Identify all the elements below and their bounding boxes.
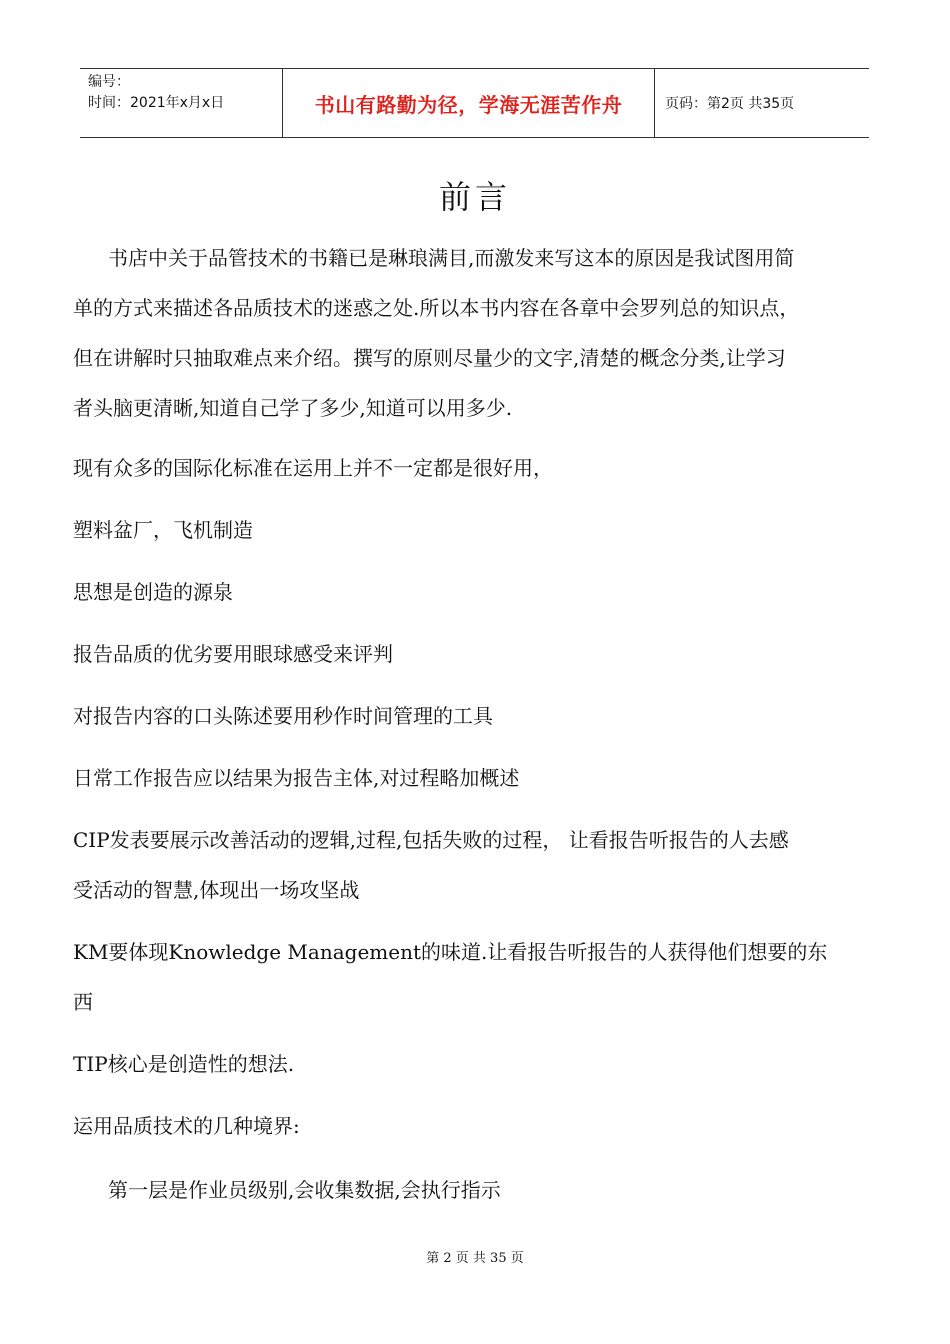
header-motto: 书山有路勤为径，学海无涯苦作舟 xyxy=(282,69,655,137)
header-number-label: 编号： xyxy=(88,74,130,90)
paragraph-line: 塑料盆厂，飞机制造 xyxy=(73,518,253,542)
page-footer: 第 2 页 共 35 页 xyxy=(426,1251,524,1266)
page-header xyxy=(80,68,869,138)
paragraph-line: 受活动的智慧,体现出一场攻坚战 xyxy=(73,878,360,902)
paragraph-line: KM要体现Knowledge Management的味道.让看报告听报告的人获得他们想要的东 xyxy=(73,940,828,964)
paragraph-line: 日常工作报告应以结果为报告主体,对过程略加概述 xyxy=(73,766,520,790)
page-title: 前言 xyxy=(438,178,511,216)
paragraph-line: 对报告内容的口头陈述要用秒作时间管理的工具 xyxy=(73,704,493,728)
paragraph-line: 但在讲解时只抽取难点来介绍。撰写的原则尽量少的文字,清楚的概念分类,让学习 xyxy=(73,346,786,370)
paragraph-line: 运用品质技术的几种境界: xyxy=(73,1114,300,1138)
header-left xyxy=(80,69,282,137)
paragraph-line: 者头脑更清晰,知道自己学了多少,知道可以用多少. xyxy=(73,396,513,420)
paragraph-line: 第一层是作业员级别,会收集数据,会执行指示 xyxy=(108,1178,501,1202)
header-page-info: 页码：第2页 共35页 xyxy=(665,96,795,112)
paragraph-line: 现有众多的国际化标准在运用上并不一定都是很好用， xyxy=(73,456,553,480)
paragraph-line: CIP发表要展示改善活动的逻辑,过程,包括失败的过程， 让看报告听报告的人去感 xyxy=(73,828,789,852)
paragraph-line: 思想是创造的源泉 xyxy=(73,580,233,604)
paragraph-line: 书店中关于品管技术的书籍已是琳琅满目,而激发来写这本的原因是我试图用简 xyxy=(108,246,795,270)
paragraph-line: 报告品质的优劣要用眼球感受来评判 xyxy=(73,642,393,666)
paragraph-line: 单的方式来描述各品质技术的迷惑之处.所以本书内容在各章中会罗列总的知识点， xyxy=(73,296,800,320)
header-date-label: 时间：2021年x月x日 xyxy=(88,95,225,111)
paragraph-line: TIP核心是创造性的想法. xyxy=(73,1052,295,1076)
paragraph-line: 西 xyxy=(73,990,93,1014)
